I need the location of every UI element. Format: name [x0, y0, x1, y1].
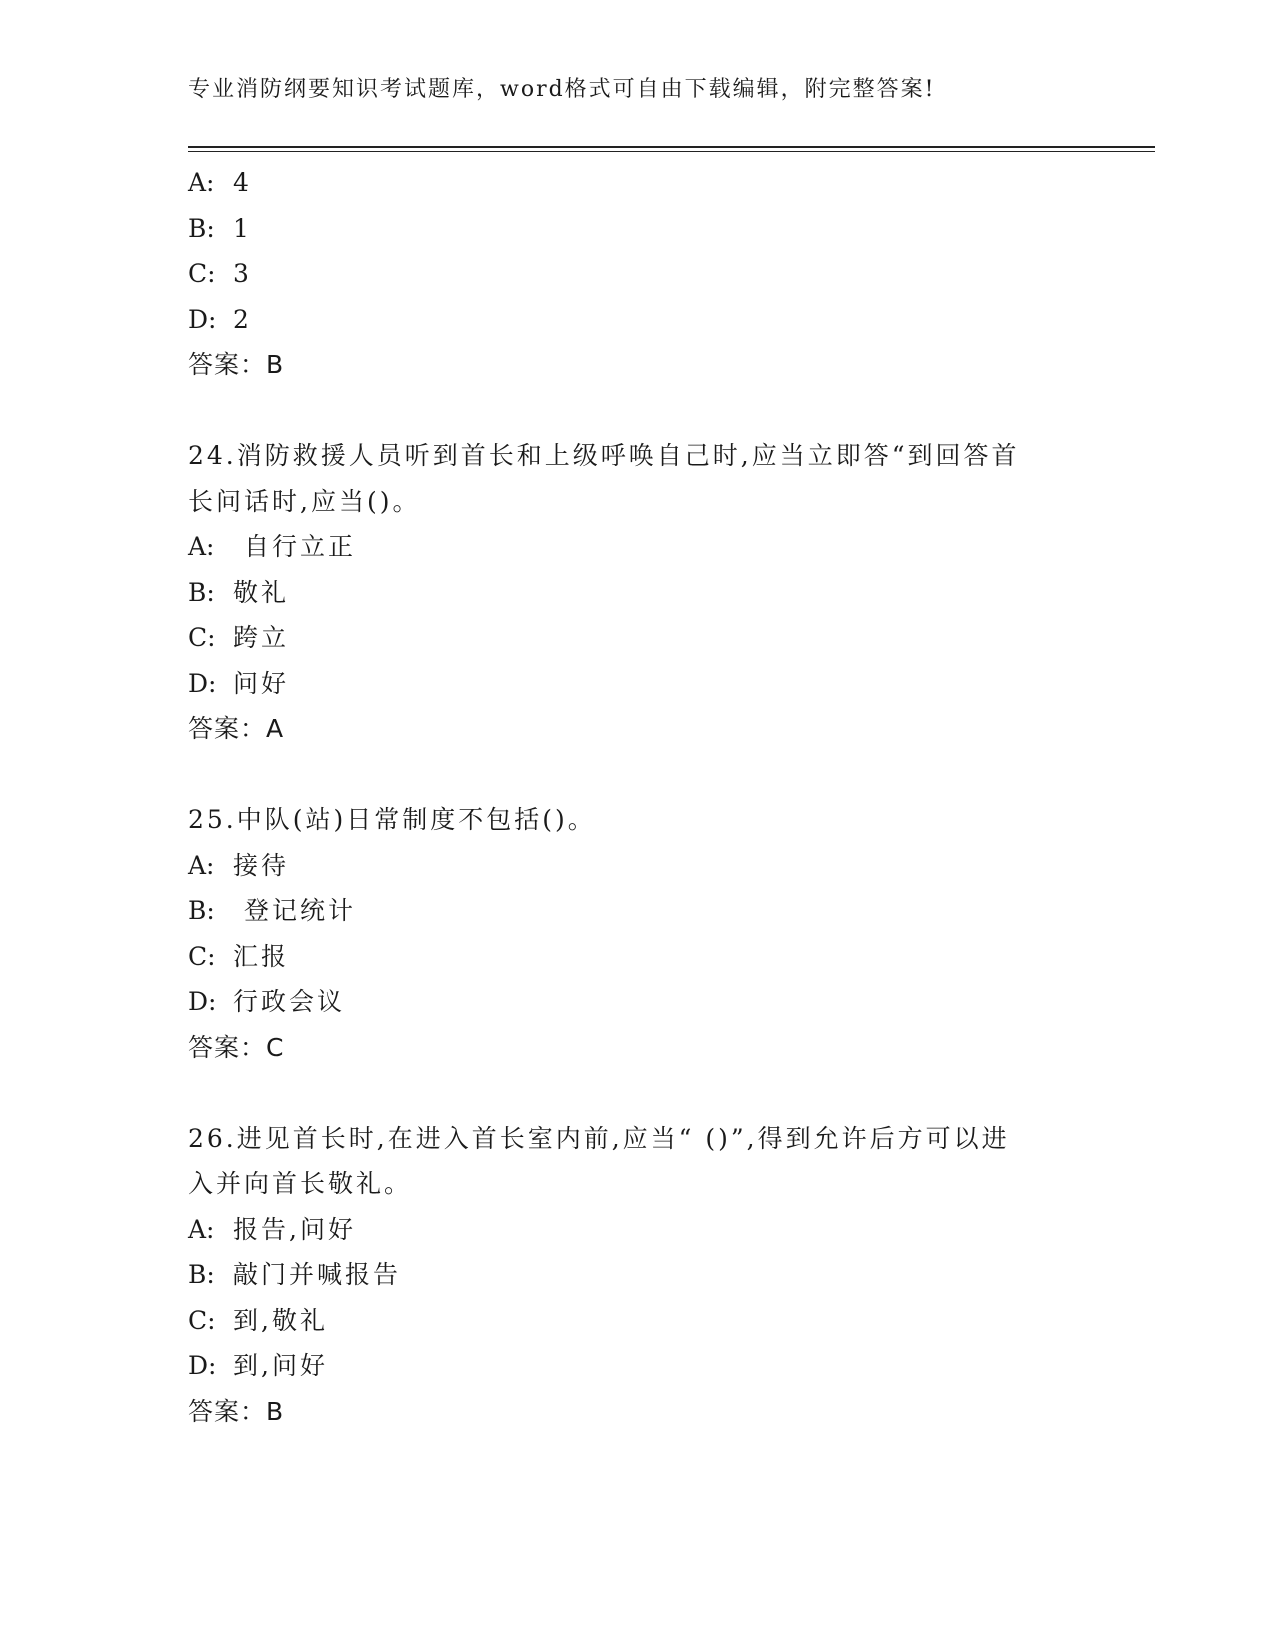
option-label: B:: [188, 213, 215, 243]
option-label: D:: [188, 987, 217, 1016]
option-d: [188, 661, 1088, 707]
option-text: 2: [233, 304, 252, 334]
option-label: D:: [188, 304, 217, 334]
option-b: [188, 206, 1088, 252]
option-label: A:: [188, 1214, 215, 1244]
option-text: 跨立: [233, 623, 290, 652]
option-label: B:: [188, 577, 215, 607]
option-label: C:: [188, 259, 216, 288]
option-label: B:: [188, 896, 215, 925]
option-text: 敬礼: [233, 577, 290, 607]
answer-line: 答案：B: [188, 350, 285, 379]
question-26: [188, 1116, 1088, 1435]
question-25: [188, 797, 1088, 1070]
answer-line: 答案：C: [188, 1032, 285, 1062]
option-a: [188, 160, 1088, 206]
option-b: [188, 570, 1088, 616]
question-text-line-2: 长问话时,应当()。: [188, 486, 421, 516]
option-c: [188, 934, 1088, 980]
question-text-line-1: 25.中队(站)日常制度不包括()。: [188, 805, 596, 834]
option-a: [188, 843, 1088, 889]
option-text: 登记统计: [233, 896, 356, 925]
question-24: [188, 433, 1088, 752]
option-label: C:: [188, 941, 216, 971]
option-text: 到,问好: [233, 1351, 328, 1380]
option-label: C:: [188, 623, 216, 652]
spacer: [188, 1070, 1088, 1116]
option-b: [188, 1252, 1088, 1298]
option-text: 1: [233, 213, 252, 243]
option-d: [188, 297, 1088, 343]
answer-line: 答案：B: [188, 1396, 285, 1426]
option-label: C:: [188, 1305, 216, 1335]
option-text: 报告,问好: [233, 1214, 356, 1244]
option-d: [188, 1343, 1088, 1389]
option-text: 汇报: [233, 941, 290, 971]
option-text: 行政会议: [233, 987, 346, 1016]
question-text-line-1: 24.消防救援人员听到首长和上级呼唤自己时,应当立即答“到回答首: [188, 441, 1020, 470]
option-text: 问好: [233, 668, 290, 698]
option-label: D:: [188, 668, 217, 698]
option-label: A:: [188, 168, 215, 197]
option-a: [188, 524, 1088, 570]
option-label: A:: [188, 532, 215, 561]
option-text: 敲门并喊报告: [233, 1260, 402, 1289]
option-text: 接待: [233, 850, 290, 880]
option-text: 到,敬礼: [233, 1305, 328, 1335]
question-text-line-2: 入并向首长敬礼。: [188, 1169, 413, 1198]
spacer: [188, 388, 1088, 434]
question-23: [188, 160, 1088, 388]
option-text: 3: [233, 259, 252, 288]
option-label: D:: [188, 1351, 217, 1380]
option-label: A:: [188, 850, 215, 880]
option-c: [188, 615, 1088, 661]
option-text: 自行立正: [233, 532, 356, 561]
option-c: [188, 1298, 1088, 1344]
page-header: 专业消防纲要知识考试题库，word格式可自由下载编辑，附完整答案!: [188, 77, 936, 102]
answer-line: 答案：A: [188, 714, 285, 743]
option-text: 4: [233, 168, 252, 197]
header-rule-thick: [188, 146, 1155, 148]
option-c: [188, 251, 1088, 297]
option-a: [188, 1207, 1088, 1253]
header-rule-thin: [188, 151, 1155, 152]
option-d: [188, 979, 1088, 1025]
question-text-line-1: 26.进见首长时,在进入首长室内前,应当“ ()”,得到允许后方可以进: [188, 1123, 1010, 1153]
option-label: B:: [188, 1260, 215, 1289]
option-b: [188, 888, 1088, 934]
spacer: [188, 752, 1088, 798]
question-list: [188, 160, 1088, 1434]
